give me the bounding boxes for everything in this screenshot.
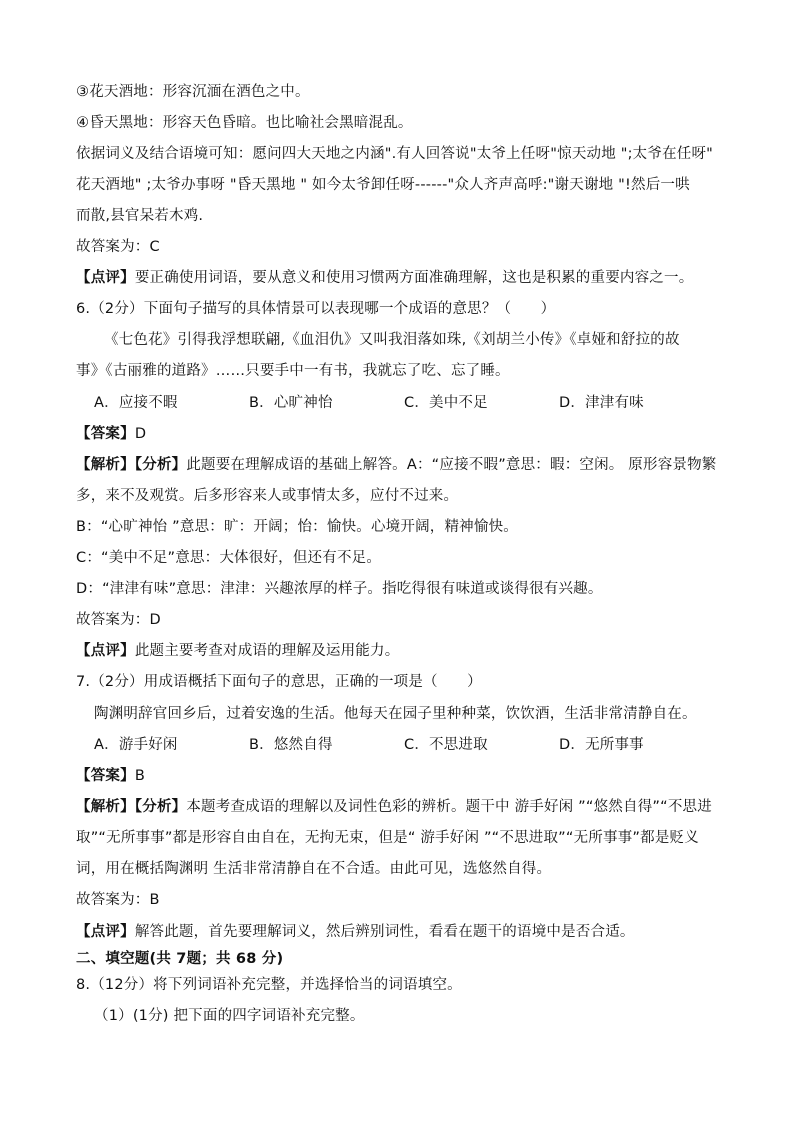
text-line: C：“美中不足”意思：大体很好，但还有不足。 [76,550,382,566]
analysis-line [76,455,717,475]
option-c: C．美中不足 [404,395,488,411]
question-8-stem: 8.（12分）将下列词语补充完整，并选择恰当的词语填空。 [76,977,462,993]
text-line: ③花天酒地：形容沉湎在酒色之中。 [76,84,310,100]
question-6-passage: 《七色花》引得我浮想联翩,《血泪仇》又叫我泪落如珠,《刘胡兰小传》《卓娅和舒拉的故 [104,332,680,348]
option-d: D．津津有味 [559,395,644,411]
comment-tag: 【点评】 [76,924,135,940]
answer-line [76,424,146,444]
option-b: B．心旷神怡 [249,395,333,411]
option-d: D．无所事事 [559,737,644,753]
text-line: 依据词义及结合语境可知：愿问四大天地之内涵".有人回答说"太爷上任呀"惊天动地 ";太爷在任呀" [76,146,714,162]
comment-line [76,641,399,661]
question-8-subpart: （1）(1分) 把下面的四字词语补充完整。 [94,1008,365,1024]
question-7-stem: 7.（2分）用成语概括下面句子的意思，正确的一项是（ ） [76,674,482,690]
text-line: 取”“无所事事”都是形容自由自在，无拘无束，但是“ 游手好闲 ”“不思进取”“无所事事”都是贬义 [76,830,699,846]
answer-tag: 【答案】 [76,768,135,784]
text-line: D：“津津有味”意思：津津：兴趣浓厚的样子。指吃得很有味道或谈得很有兴趣。 [76,581,603,597]
answer-tag: 【答案】 [76,426,135,442]
comment-tag: 【点评】 [76,643,135,659]
comment-text: 要正确使用词语，要从意义和使用习惯两方面准确理解，这也是积累的重要内容之一。 [134,270,694,286]
answer-value: D [134,426,147,442]
question-6-options [94,393,714,413]
question-6-stem: 6.（2分）下面句子描写的具体情景可以表现哪一个成语的意思？（ ） [76,301,556,317]
text-line: 而散,县官呆若木鸡. [76,208,204,224]
question-6-passage: 事》《古丽雅的道路》……只要手中一有书，我就忘了吃、忘了睡。 [76,363,510,379]
text-line: 花天酒地" ;太爷办事呀 "昏天黑地 " 如今太爷卸任呀------"众人齐声高呼:"谢天谢地 "!然后一哄 [76,177,690,193]
comment-text: 解答此题，首先要理解词义，然后辨别词性，看看在题干的语境中是否合适。 [134,924,635,940]
text-line: 多，来不及观赏。后多形容来人或事情太多，应付不过来。 [76,488,459,504]
answer-line: 故答案为：C [76,239,160,255]
analysis-tag: 【解析】【分析】 [76,457,187,473]
analysis-line [76,797,712,817]
question-7-options [94,735,714,755]
comment-line [76,268,693,288]
text-line: B：“心旷神怡 ”意思：旷：开阔；怡：愉快。心境开阔，精神愉快。 [76,519,518,535]
option-a: A．游手好闲 [94,737,178,753]
answer-line [76,766,145,786]
analysis-text: 本题考查成语的理解以及词性色彩的辨析。题干中 游手好闲 ”“悠然自得”“不思进 [186,799,712,815]
analysis-tag: 【解析】【分析】 [76,799,187,815]
text-line: ④昏天黑地：形容天色昏暗。也比喻社会黑暗混乱。 [76,115,413,131]
option-c: C．不思进取 [404,737,488,753]
comment-text: 此题主要考查对成语的理解及运用能力。 [134,643,400,659]
text-line: 词，用在概括陶渊明 生活非常清静自在不合适。由此可见，选悠然自得。 [76,861,552,877]
answer-value: B [134,768,145,784]
answer-line: 故答案为：D [76,612,161,628]
section-heading: 二、填空题(共 7题；共 68 分) [76,951,284,967]
analysis-text: 此题要在理解成语的基础上解答。A：“应接不暇”意思：暇：空闲。 原形容景物繁 [186,457,717,473]
comment-line [76,922,635,942]
question-7-passage: 陶渊明辞官回乡后，过着安逸的生活。他每天在园子里种种菜，饮饮酒，生活非常清静自在。 [94,706,697,722]
answer-line: 故答案为：B [76,892,160,908]
option-a: A．应接不暇 [94,395,178,411]
option-b: B．悠然自得 [249,737,333,753]
comment-tag: 【点评】 [76,270,135,286]
